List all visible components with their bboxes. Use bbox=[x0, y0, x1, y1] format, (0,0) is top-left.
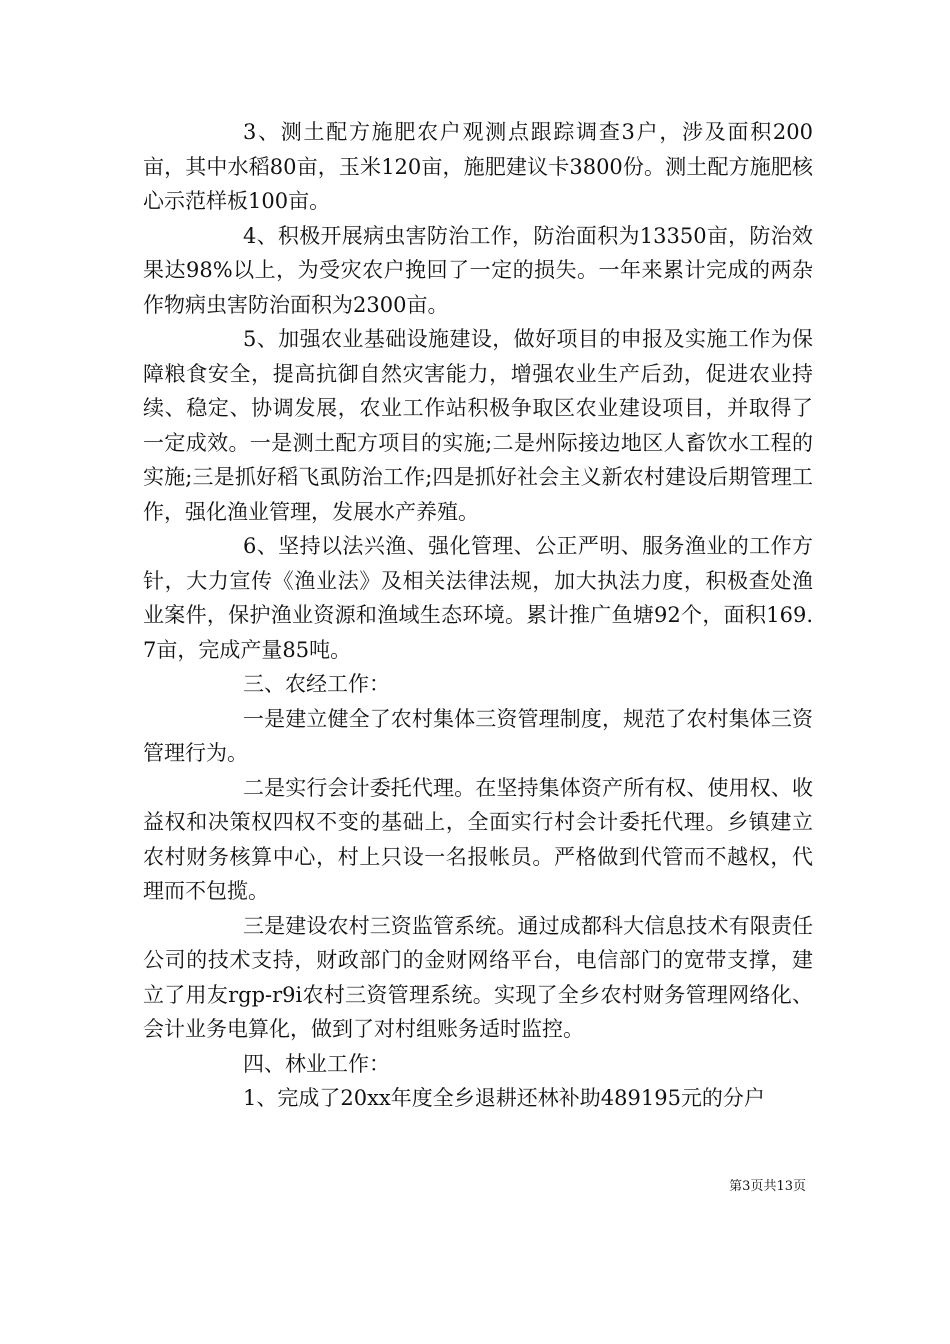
paragraph-infrastructure: 5、加强农业基础设施建设，做好项目的申报及实施工作为保障粮食安全，提高抗御自然灾害能力，增强农业生产后劲，促进农业持续、稳定、协调发展，农业工作站积极争取区农业建设项目，并取得了一定成效。一是测土配方项目的实施;二是州际接边地区人畜饮水工程的实施;三是抓好稻飞虱防治工作;四是抓好社会主义新农村建设后期管理工作，强化渔业管理，发展水产养殖。 bbox=[143, 327, 813, 524]
paragraph-fishery: 6、坚持以法兴渔、强化管理、公正严明、服务渔业的工作方针，大力宣传《渔业法》及相关法律法规，加大执法力度，积极查处渔业案件，保护渔业资源和渔域生态环境。累计推广鱼塘92个，面积169.7亩，完成产量85吨。 bbox=[143, 534, 813, 662]
paragraph-three-assets-system: 一是建立健全了农村集体三资管理制度，规范了农村集体三资管理行为。 bbox=[143, 706, 813, 765]
section-heading-forestry: 四、林业工作： bbox=[243, 1051, 390, 1076]
paragraph-soil-testing: 3、测土配方施肥农户观测点跟踪调查3户，涉及面积200亩，其中水稻80亩，玉米120亩，施肥建议卡3800份。测土配方施肥核心示范样板100亩。 bbox=[143, 120, 813, 213]
document-body bbox=[143, 115, 813, 1116]
paragraph-supervision-system: 三是建设农村三资监管系统。通过成都科大信息技术有限责任公司的技术支持，财政部门的金财网络平台，电信部门的宽带支撑，建立了用友rgp-r9i农村三资管理系统。实现了全乡农村财务管理网络化、会计业务电算化，做到了对村组账务适时监控。 bbox=[143, 913, 813, 1041]
paragraph-accounting-agency: 二是实行会计委托代理。在坚持集体资产所有权、使用权、收益权和决策权四权不变的基础上，全面实行村会计委托代理。乡镇建立农村财务核算中心，村上只设一名报帐员。严格做到代管而不越权，代理而不包揽。 bbox=[143, 775, 813, 903]
page-number: 第3页共13页 bbox=[729, 1179, 806, 1194]
paragraph-forest-subsidy: 1、完成了20xx年度全乡退耕还林补助489195元的分户 bbox=[243, 1086, 765, 1110]
paragraph-pest-control: 4、积极开展病虫害防治工作，防治面积为13350亩，防治效果达98%以上，为受灾农户挽回了一定的损失。一年来累计完成的两杂作物病虫害防治面积为2300亩。 bbox=[143, 223, 813, 317]
section-heading-agri-economy: 三、农经工作： bbox=[243, 672, 390, 696]
